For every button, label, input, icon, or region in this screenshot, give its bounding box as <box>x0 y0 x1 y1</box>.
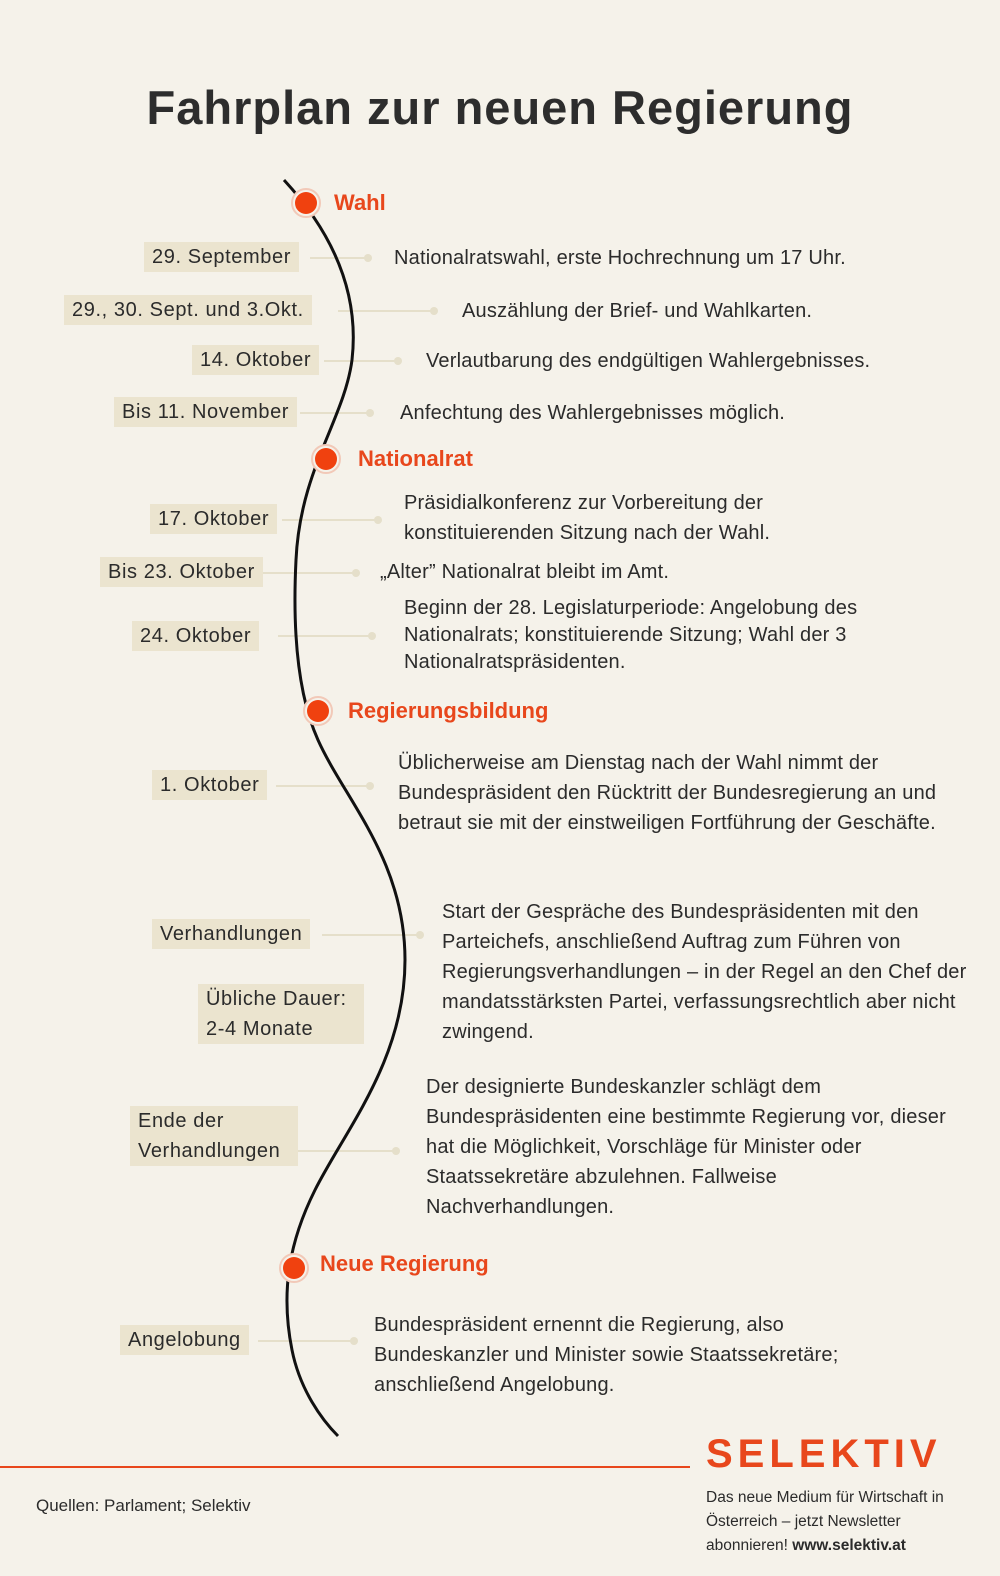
date-label: 24. Oktober <box>132 621 259 651</box>
brand-logo: SELEKTIV <box>706 1432 942 1476</box>
connector-dot <box>374 516 382 524</box>
connector-dot <box>430 307 438 315</box>
description-text: Nationalratswahl, erste Hochrechnung um 17 Uhr. <box>394 247 846 269</box>
tagline-text: Das neue Medium für Wirtschaft in Österreich – jetzt Newsletter abonnieren! <box>706 1489 944 1554</box>
description-text: Anfechtung des Wahlergebnisses möglich. <box>400 402 786 424</box>
connector-dot <box>394 357 402 365</box>
description-text: Üblicherweise am Dienstag nach der Wahl nimmt der Bundespräsident den Rücktritt der Bundesregierung an und betraut sie mit der einstweiligen Fortführung der Geschäfte. <box>398 752 937 834</box>
date-label: Bis 11. November <box>114 397 297 427</box>
connector-dot <box>366 409 374 417</box>
connector-dot <box>366 782 374 790</box>
connector-dot <box>364 254 372 262</box>
description-text: Der designierte Bundeskanzler schlägt dem Bundespräsidenten eine bestimmte Regierung vor, dieser hat die Möglichkeit, Vorschläge für Minister oder Staatssekretäre abzulehnen. Fallweise Nachverhandlungen. <box>426 1076 946 1218</box>
marker-dot <box>315 448 337 470</box>
connector-dot <box>392 1147 400 1155</box>
description-text: Präsidialkonferenz zur Vorbereitung der konstituierenden Sitzung nach der Wahl. <box>404 492 771 544</box>
date-label: 14. Oktober <box>192 345 319 375</box>
connector-dot <box>352 569 360 577</box>
duration-label: Übliche Dauer: 2-4 Monate <box>198 984 364 1044</box>
section-heading-wahl: Wahl <box>334 190 386 215</box>
date-label: 29., 30. Sept. und 3.Okt. <box>64 295 312 325</box>
description-text: Auszählung der Brief- und Wahlkarten. <box>462 300 813 322</box>
date-label: Bis 23. Oktober <box>100 557 263 587</box>
footer-divider <box>0 1466 690 1468</box>
date-label: Ende der Verhandlungen <box>130 1106 298 1166</box>
marker-dot <box>283 1257 305 1279</box>
connector-dot <box>368 632 376 640</box>
date-label: 1. Oktober <box>152 770 267 800</box>
section-heading-neue-regierung: Neue Regierung <box>320 1251 489 1276</box>
description-text: Verlautbarung des endgültigen Wahlergebnisses. <box>426 350 871 372</box>
brand-tagline <box>706 1486 986 1558</box>
connector-dot <box>416 931 424 939</box>
date-label: Angelobung <box>120 1325 249 1355</box>
description-text: Bundespräsident ernennt die Regierung, also Bundeskanzler und Minister sowie Staatssekretäre; anschließend Angelobung. <box>374 1314 839 1396</box>
marker-dot <box>295 192 317 214</box>
description-text: Beginn der 28. Legislaturperiode: Angelobung des Nationalrats; konstituierende Sitzung; Wahl der 3 Nationalratspräsidenten. <box>404 597 858 673</box>
section-heading-regierungsbildung: Regierungsbildung <box>348 698 549 723</box>
sources-note: Quellen: Parlament; Selektiv <box>36 1496 251 1515</box>
date-label: 17. Oktober <box>150 504 277 534</box>
page-title: Fahrplan zur neuen Regierung <box>146 81 854 134</box>
description-text: Start der Gespräche des Bundespräsidenten mit den Parteichefs, anschließend Auftrag zum Führen von Regierungsverhandlungen – in der Regel an den Chef der mandatsstärksten Partei, verfassungsrechtlich aber nicht zwingend. <box>442 901 967 1043</box>
date-label: Verhandlungen <box>152 919 310 949</box>
website-link[interactable]: www.selektiv.at <box>792 1537 906 1554</box>
connector-dot <box>350 1337 358 1345</box>
section-heading-nationalrat: Nationalrat <box>358 446 473 471</box>
marker-dot <box>307 700 329 722</box>
description-text: „Alter” Nationalrat bleibt im Amt. <box>380 561 670 583</box>
date-label: 29. September <box>144 242 299 272</box>
